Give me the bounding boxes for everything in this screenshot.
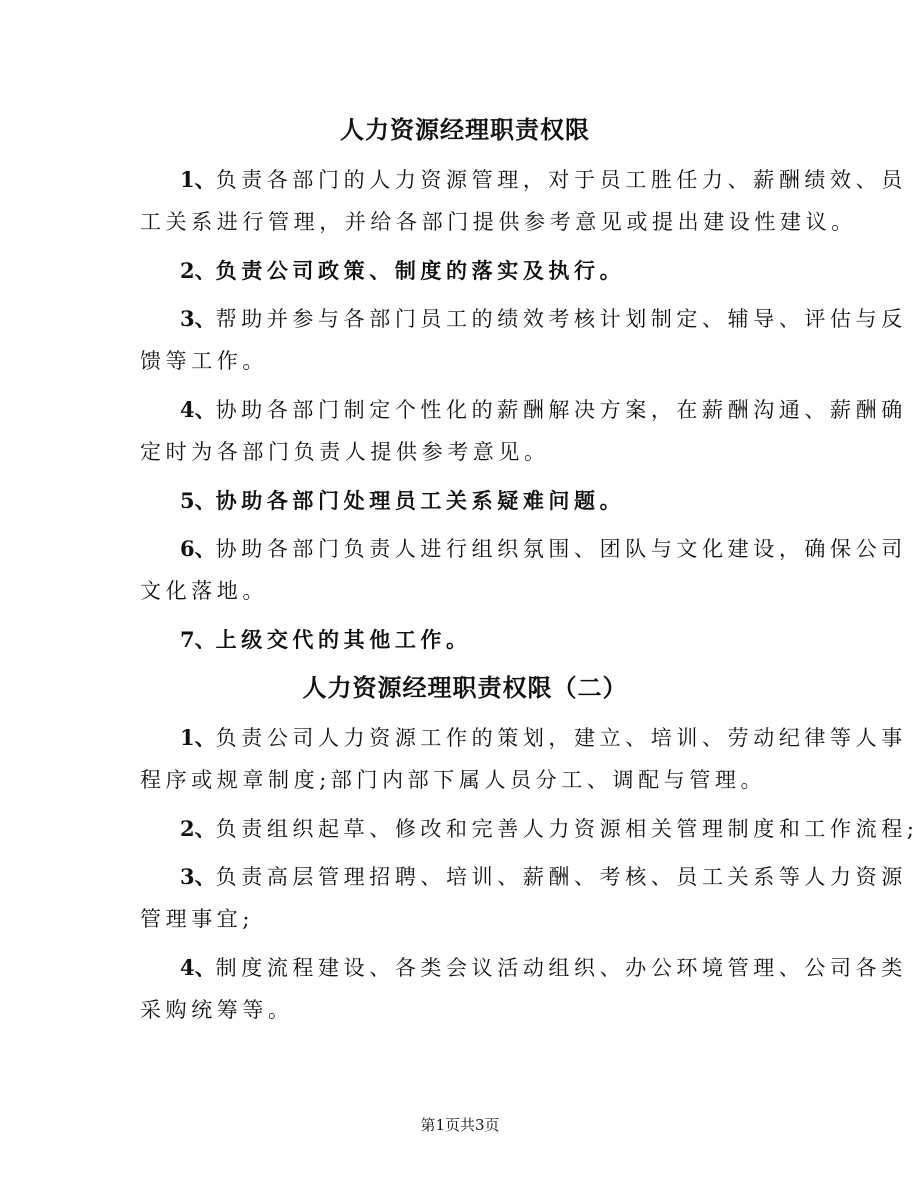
- paragraph-line: 制度流程建设、各类会议活动组织、办公环境管理、公司各类: [215, 956, 907, 980]
- paragraph: [140, 388, 907, 474]
- paragraph-line: 负责公司人力资源工作的策划，建立、培训、劳动纪律等人事: [215, 726, 907, 750]
- paragraph-line: 定时为各部门负责人提供参考意见。: [140, 440, 550, 464]
- item-number: 4、: [180, 397, 216, 422]
- paragraph-line: 负责高层管理招聘、培训、薪酬、考核、员工关系等人力资源: [215, 865, 907, 889]
- paragraph-line: 协助各部门负责人进行组织氛围、团队与文化建设，确保公司: [215, 537, 907, 561]
- paragraph-line: 负责各部门的人力资源管理，对于员工胜任力、薪酬绩效、员: [215, 168, 907, 192]
- paragraph-line: 文化落地。: [140, 579, 268, 603]
- paragraph-line: 程序或规章制度;部门内部下属人员分工、调配与管理。: [140, 768, 767, 792]
- paragraph-line: 帮助并参与各部门员工的绩效考核计划制定、辅导、评估与反: [215, 307, 907, 331]
- paragraph: [140, 249, 790, 292]
- paragraph-line: 协助各部门制定个性化的薪酬解决方案，在薪酬沟通、薪酬确: [215, 398, 907, 422]
- paragraph: [140, 716, 907, 802]
- item-number: 1、: [180, 725, 216, 750]
- item-number: 2、: [180, 258, 216, 283]
- paragraph: [140, 479, 790, 522]
- paragraph: [140, 807, 919, 850]
- paragraph-line: 负责组织起草、修改和完善人力资源相关管理制度和工作流程;: [215, 817, 919, 841]
- item-number: 3、: [180, 864, 216, 889]
- item-number: 2、: [180, 816, 216, 841]
- paragraph-line: 管理事宜;: [140, 907, 255, 931]
- item-number: 4、: [180, 955, 216, 980]
- paragraph: [140, 946, 907, 1032]
- paragraph-line: 上级交代的其他工作。: [215, 627, 472, 652]
- item-number: 3、: [180, 306, 216, 331]
- paragraph: [140, 158, 907, 244]
- item-number: 7、: [180, 627, 216, 652]
- item-number: 6、: [180, 536, 216, 561]
- section-title: 人力资源经理职责权限（二）: [302, 673, 628, 702]
- paragraph-line: 协助各部门处理员工关系疑难问题。: [215, 488, 626, 513]
- paragraph: [140, 855, 907, 941]
- paragraph: [140, 527, 907, 613]
- document-page: [140, 108, 919, 1037]
- paragraph-line: 馈等工作。: [140, 349, 268, 373]
- paragraph: [140, 297, 907, 383]
- paragraph-line: 工关系进行管理，并给各部门提供参考意见或提出建设性建议。: [140, 210, 857, 234]
- page-footer: 第1页共3页: [420, 1116, 500, 1134]
- paragraph-line: 采购统筹等。: [140, 998, 294, 1022]
- paragraph-line: 负责公司政策、制度的落实及执行。: [215, 258, 626, 283]
- item-number: 1、: [180, 167, 216, 192]
- paragraph: [140, 618, 790, 661]
- section-title: 人力资源经理职责权限: [340, 115, 590, 144]
- item-number: 5、: [180, 488, 216, 513]
